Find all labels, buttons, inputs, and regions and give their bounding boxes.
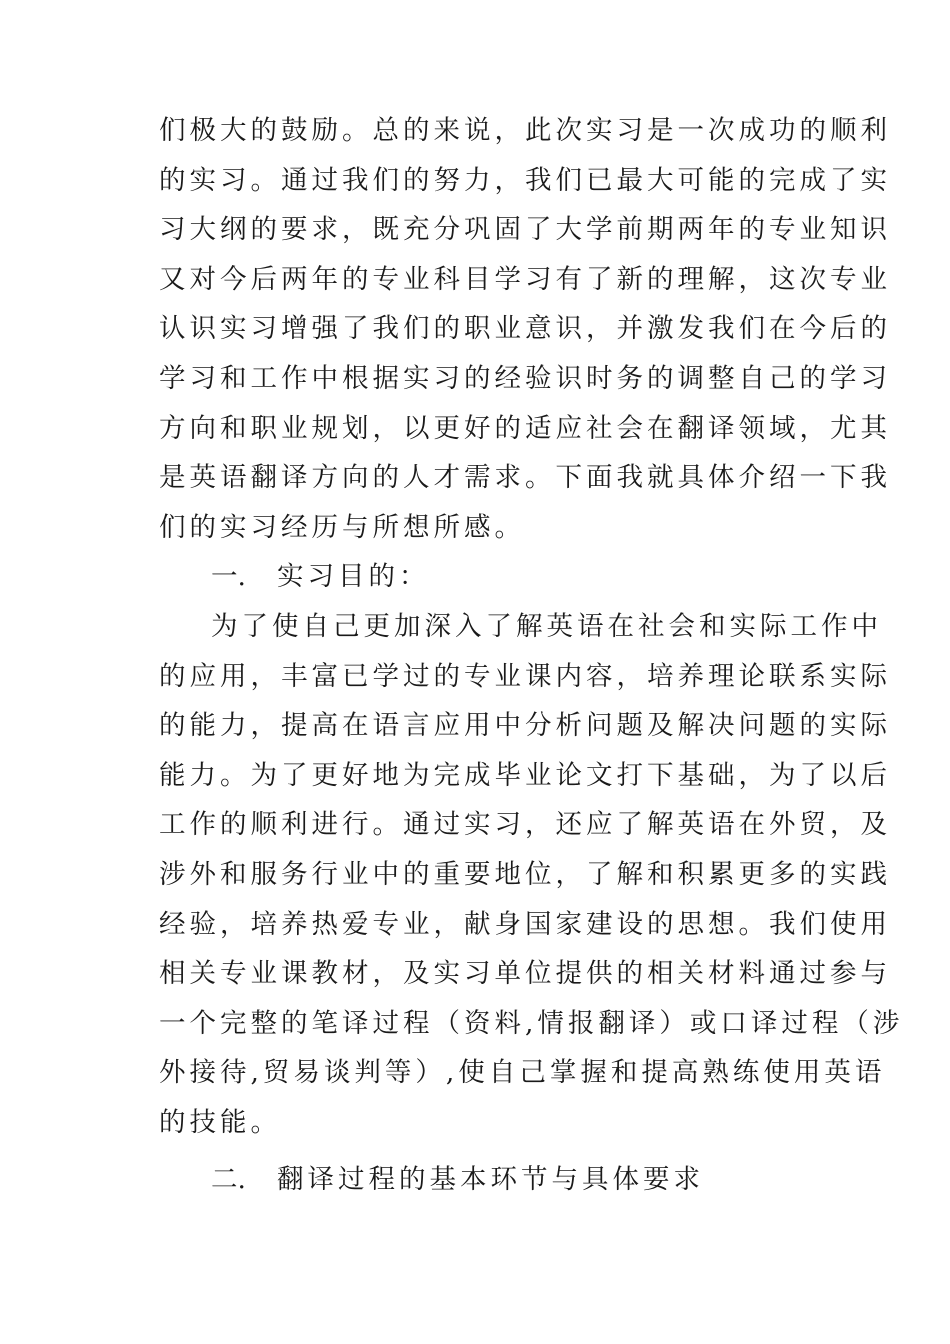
paragraph-purpose	[159, 602, 904, 1148]
paragraph-line: 的实习。通过我们的努力，我们已最大可能的完成了实	[159, 164, 891, 196]
section-number: 一.	[211, 561, 246, 593]
section-title: 翻译过程的基本环节与具体要求	[277, 1164, 704, 1196]
paragraph-line: 经验，培养热爱专业，献身国家建设的思想。我们使用	[159, 908, 891, 940]
paragraph-line: 外接待,贸易谈判等）,使自己掌握和提高熟练使用英语	[159, 1057, 886, 1089]
paragraph-line: 习大纲的要求，既充分巩固了大学前期两年的专业知识	[159, 214, 891, 246]
document-body	[159, 106, 904, 1205]
paragraph-intro	[159, 106, 891, 552]
paragraph-line: 的技能。	[159, 1106, 281, 1138]
paragraph-line: 的能力，提高在语言应用中分析问题及解决问题的实际	[159, 710, 891, 742]
section-number: 二.	[211, 1164, 246, 1196]
paragraph-line: 相关专业课教材，及实习单位提供的相关材料通过参与	[159, 958, 891, 990]
paragraph-line: 方向和职业规划，以更好的适应社会在翻译领域，尤其	[159, 412, 891, 444]
paragraph-line: 学习和工作中根据实习的经验识时务的调整自己的学习	[159, 362, 891, 394]
paragraph-line: 认识实习增强了我们的职业意识，并激发我们在今后的	[159, 313, 891, 345]
paragraph-line: 为了使自己更加深入了解英语在社会和实际工作中	[211, 610, 882, 642]
paragraph-line: 一个完整的笔译过程（资料,情报翻译）或口译过程（涉	[159, 1007, 904, 1039]
section-heading-2	[159, 1155, 799, 1205]
paragraph-line: 又对今后两年的专业科目学习有了新的理解，这次专业	[159, 263, 891, 295]
paragraph-line: 们极大的鼓励。总的来说，此次实习是一次成功的顺利	[159, 115, 891, 146]
section-heading-1	[159, 552, 799, 602]
paragraph-line: 涉外和服务行业中的重要地位，了解和积累更多的实践	[159, 858, 891, 890]
paragraph-line: 们的实习经历与所想所感。	[159, 511, 525, 543]
section-title: 实习目的：	[277, 561, 430, 593]
paragraph-line: 是英语翻译方向的人才需求。下面我就具体介绍一下我	[159, 462, 891, 494]
paragraph-line: 工作的顺利进行。通过实习，还应了解英语在外贸，及	[159, 809, 891, 841]
paragraph-line: 的应用，丰富已学过的专业课内容，培养理论联系实际	[159, 660, 891, 692]
paragraph-line: 能力。为了更好地为完成毕业论文打下基础，为了以后	[159, 759, 891, 791]
